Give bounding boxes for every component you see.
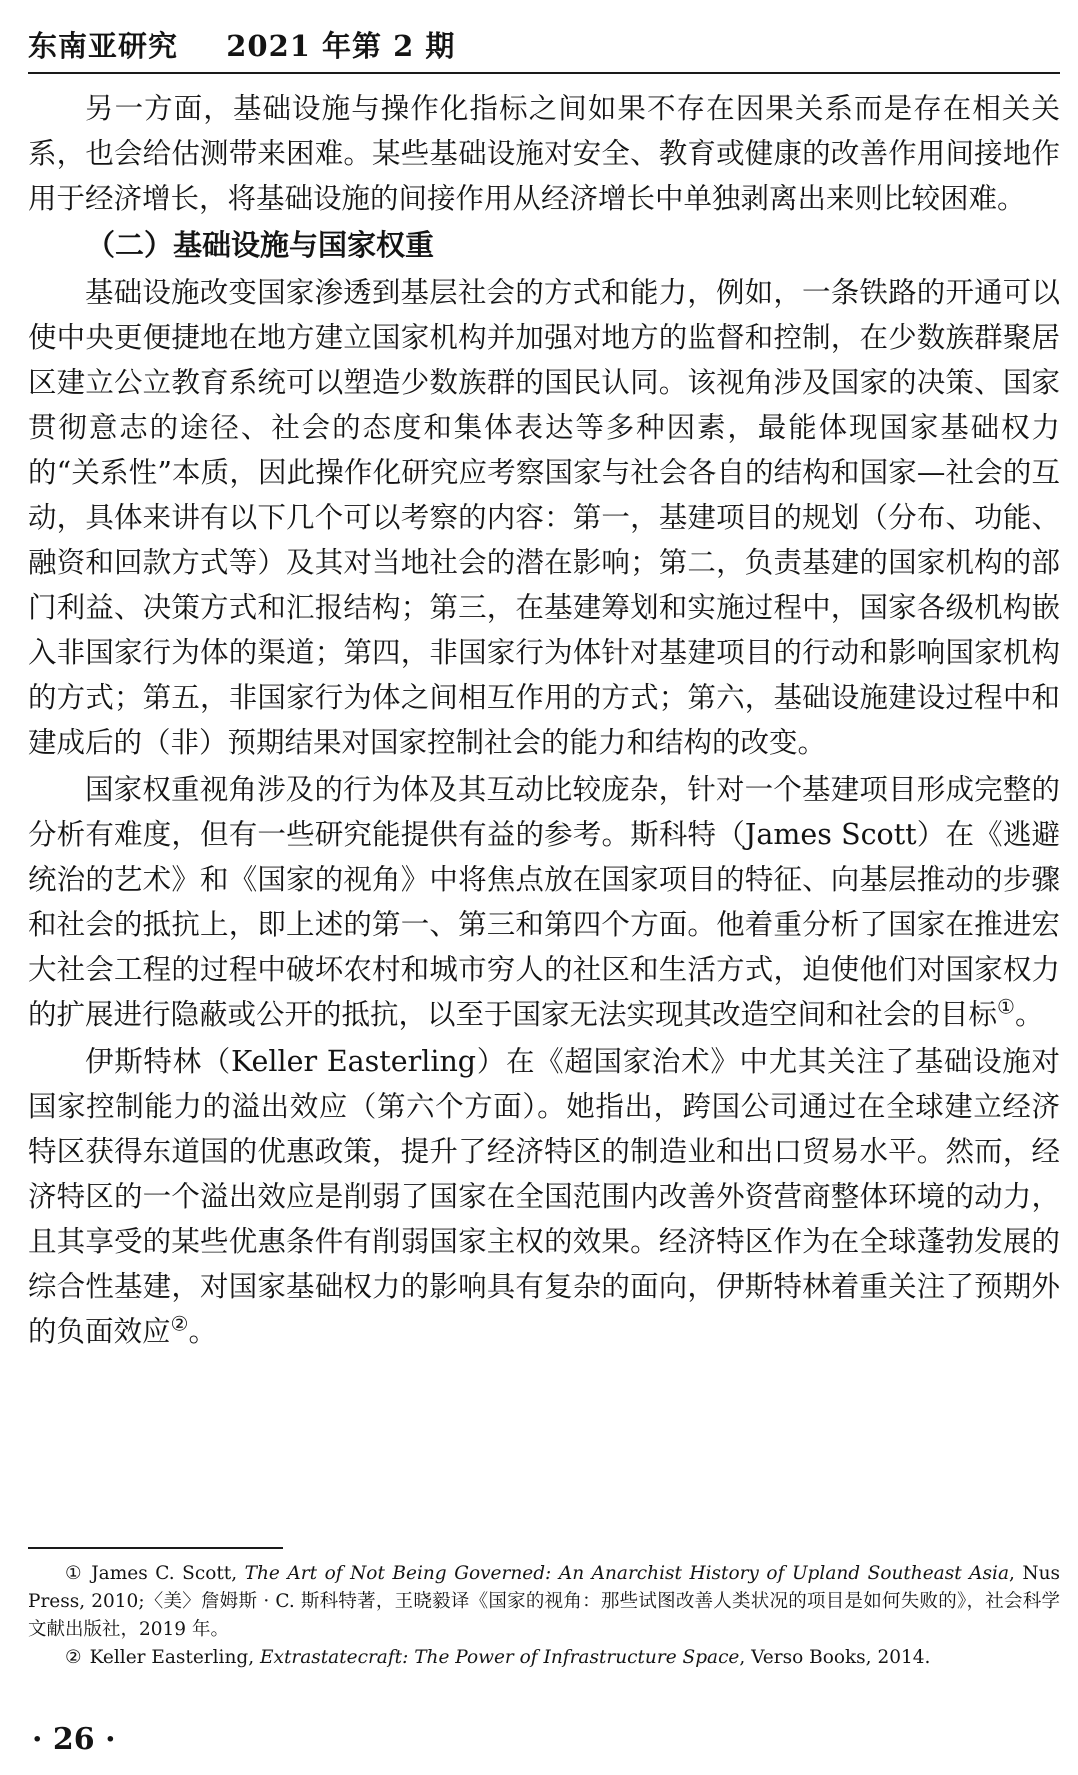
issue-label: 2021 年第 2 期 [226,29,456,63]
paragraph: 基础设施改变国家渗透到基层社会的方式和能力，例如，一条铁路的开通可以使中央更便捷地在地方建立国家机构并加强对地方的监督和控制，在少数族群聚居区建立公立教育系统可以塑造少数族群的国民认同。该视角涉及国家的决策、国家贯彻意志的途径、社会的态度和集体表达等多种因素，最能体现国家基础权力的“关系性”本质，因此操作化研究应考察国家与社会各自的结构和国家—社会的互动，具体来讲有以下几个可以考察的内容：第一，基建项目的规划（分布、功能、融资和回款方式等）及其对当地社会的潜在影响；第二，负责基建的国家机构的部门利益、决策方式和汇报结构；第三，在基建筹划和实施过程中，国家各级机构嵌入非国家行为体的渠道；第四，非国家行为体针对基建项目的行动和影响国家机构的方式；第五，非国家行为体之间相互作用的方式；第六，基础设施建设过程中和建成后的（非）预期结果对国家控制社会的能力和结构的改变。 [28,276,1060,759]
journal-title: 东南亚研究 [28,29,179,63]
section-heading: （二）基础设施与国家权重 [86,228,435,262]
footnote-ref[interactable]: ② [170,1311,189,1336]
paragraph: 伊斯特林（Keller Easterling）在《超国家治术》中尤其关注了基础设施对国家控制能力的溢出效应（第六个方面）。她指出，跨国公司通过在全球建立经济特区获得东道国的优惠政策，提升了经济特区的制造业和出口贸易水平。然而，经济特区的一个溢出效应是削弱了国家在全国范围内改善外资营商整体环境的动力，且其享受的某些优惠条件有削弱国家主权的效果。经济特区作为在全球蓬勃发展的综合性基建，对国家基础权力的影响具有复杂的面向，伊斯特林着重关注了预期外的负面效应②。 [28,1045,1060,1348]
footnote-separator [28,1547,283,1549]
header-rule [28,72,1060,74]
page-number: · 26 · [32,1722,116,1757]
footnote-ref[interactable]: ① [997,994,1015,1019]
article-body [28,86,1060,1356]
footnote: ① James C. Scott, The Art of Not Being Governed: An Anarchist History of Upland Southeast Asia, Nus Press, 2010;〈美〉詹姆斯 · C. 斯科特著，王晓毅译《国家的视角：那些试图改善人类状况的项目是如何失败的》，社会科学文献出版社，2019 年。 [28,1563,1061,1640]
footnote: ② Keller Easterling, Extrastatecraft: The Power of Infrastructure Space, Verso Books, 2014. [65,1647,931,1668]
footnotes [28,1560,1060,1672]
paragraph: 国家权重视角涉及的行为体及其互动比较庞杂，针对一个基建项目形成完整的分析有难度，但有一些研究能提供有益的参考。斯科特（James Scott）在《逃避统治的艺术》和《国家的视角》中将焦点放在国家项目的特征、向基层推动的步骤和社会的抵抗上，即上述的第一、第三和第四个方面。他着重分析了国家在推进宏大社会工程的过程中破坏农村和城市穷人的社区和生活方式，迫使他们对国家权力的扩展进行隐蔽或公开的抵抗，以至于国家无法实现其改造空间和社会的目标①。 [28,773,1060,1031]
paragraph: 另一方面，基础设施与操作化指标之间如果不存在因果关系而是存在相关关系，也会给估测带来困难。某些基础设施对安全、教育或健康的改善作用间接地作用于经济增长，将基础设施的间接作用从经济增长中单独剥离出来则比较困难。 [28,92,1060,215]
running-header [28,24,1058,64]
